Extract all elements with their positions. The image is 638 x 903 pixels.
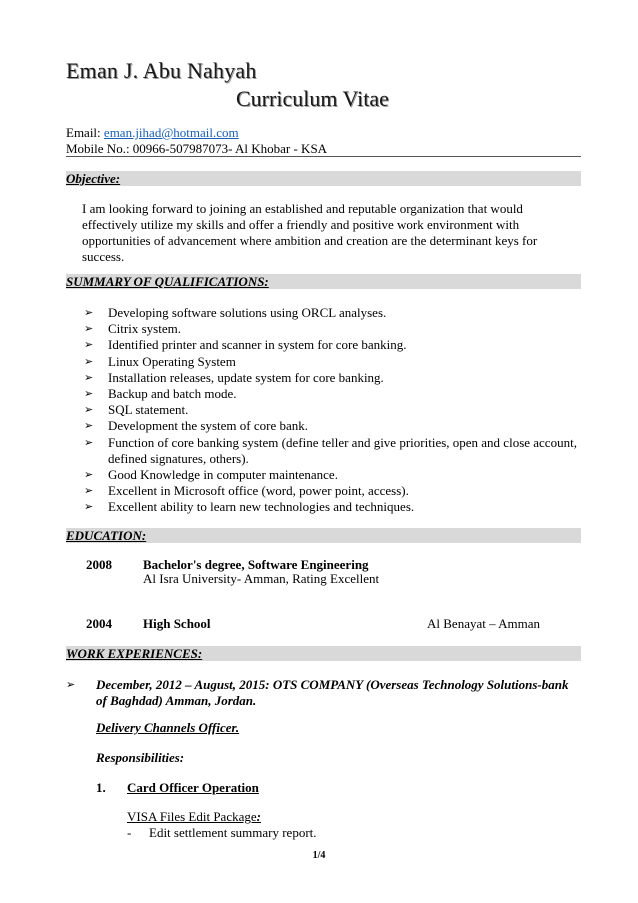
sub-title: VISA Files Edit Package — [127, 809, 257, 824]
sub-title-suffix: : — [256, 809, 261, 824]
arrow-bullet-icon: ➢ — [84, 469, 94, 482]
responsibility-number: 1. — [96, 780, 106, 795]
arrow-bullet-icon: ➢ — [84, 307, 94, 319]
page-number: 1/4 — [312, 850, 326, 861]
objective-text: I am looking forward to joining an established and reputable organization that would effectively utilize my skills and offer a friendly and positive work environment with opportunities of advancement where ambition and creation are the determinant keys for success. — [82, 201, 538, 264]
list-item: ➢ Citrix system. — [84, 321, 181, 337]
list-item: ➢ Developing software solutions using ORCL analyses. — [84, 305, 387, 320]
arrow-bullet-icon: ➢ — [84, 420, 94, 433]
responsibility-title: Card Officer Operation — [127, 780, 259, 795]
objective-heading: Objective: — [66, 171, 581, 186]
education-year: 2008 — [86, 557, 112, 572]
work-heading: WORK EXPERIENCES: — [66, 646, 581, 661]
arrow-bullet-icon: ➢ — [84, 339, 94, 352]
education-location: Al Benayat – Amman — [427, 616, 541, 631]
arrow-bullet-icon: ➢ — [84, 436, 94, 449]
header-divider — [66, 156, 581, 157]
arrow-bullet-icon: ➢ — [84, 323, 94, 336]
arrow-bullet-icon: ➢ — [84, 485, 94, 498]
list-item: ➢ Linux Operating System — [84, 353, 236, 369]
qualifications-heading: SUMMARY OF QUALIFICATIONS: — [66, 274, 581, 289]
sub-title-line — [127, 809, 261, 825]
list-item: ➢ SQL statement. — [84, 402, 189, 418]
list-item: ➢ Good Knowledge in computer maintenance. — [84, 467, 338, 483]
sub-item: Edit settlement summary report. — [149, 825, 317, 840]
list-item: ➢ Excellent ability to learn new technologies and techniques. — [84, 499, 415, 515]
email-line — [66, 125, 239, 141]
education-detail: Al Isra University- Amman, Rating Excellent — [143, 571, 380, 586]
work-position: Delivery Channels Officer. — [96, 720, 240, 735]
document-subtitle: Curriculum Vitae — [236, 86, 389, 111]
arrow-bullet-icon: ➢ — [84, 501, 94, 514]
email-link[interactable]: eman.jihad@hotmail.com — [103, 125, 239, 140]
work-period: December, 2012 – August, 2015: OTS COMPANY (Overseas Technology Solutions-bank of Baghdad) Amman, Jordan. — [96, 677, 569, 708]
education-year: 2004 — [86, 616, 112, 631]
list-item: ➢ Identified printer and scanner in system for core banking. — [84, 337, 407, 353]
education-heading: EDUCATION: — [66, 528, 581, 543]
education-degree: High School — [143, 616, 211, 631]
arrow-bullet-icon: ➢ — [84, 404, 94, 417]
email-label: Email: — [66, 125, 104, 140]
list-item: ➢ Function of core banking system (define teller and give priorities, open and close account, defined signatures, others). — [84, 434, 577, 466]
list-item: ➢ Backup and batch mode. — [84, 386, 237, 402]
dash-bullet: - — [127, 825, 132, 840]
responsibilities-label: Responsibilities: — [96, 750, 185, 765]
mobile-line: Mobile No.: 00966-507987073- Al Khobar - KSA — [66, 141, 328, 156]
resume-name: Eman J. Abu Nahyah — [66, 58, 257, 83]
list-item: ➢ Installation releases, update system for core banking. — [84, 369, 384, 385]
arrow-bullet-icon: ➢ — [84, 371, 94, 384]
list-item: ➢ Excellent in Microsoft office (word, power point, access). — [84, 483, 409, 499]
qualifications-list — [82, 305, 577, 516]
list-item: ➢ Development the system of core bank. — [84, 418, 308, 434]
arrow-bullet-icon: ➢ — [84, 388, 94, 401]
education-degree: Bachelor's degree, Software Engineering — [143, 557, 369, 572]
arrow-bullet-icon: ➢ — [84, 355, 94, 368]
arrow-bullet-icon: ➢ — [66, 679, 76, 691]
